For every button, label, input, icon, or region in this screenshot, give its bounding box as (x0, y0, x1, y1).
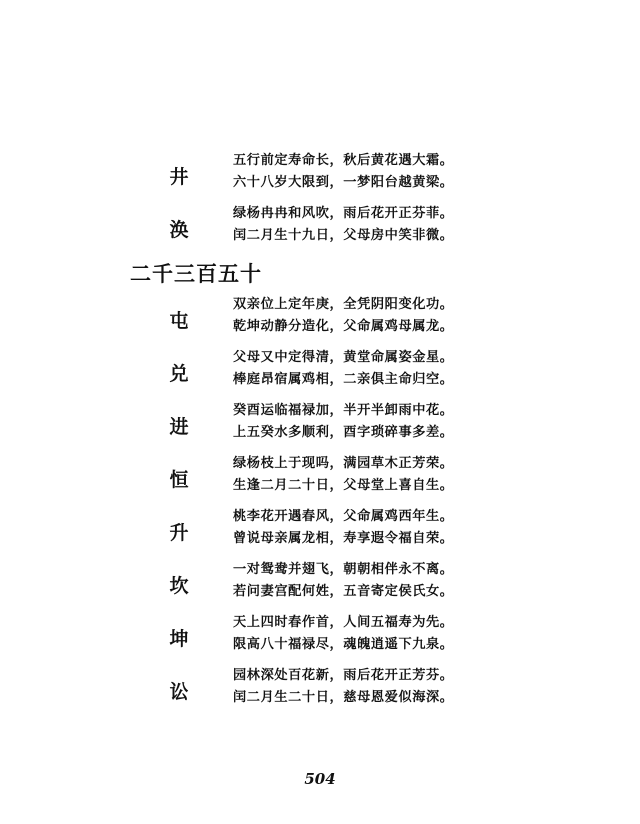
hexagram-name: 恒 (169, 469, 189, 491)
verse-entry (0, 612, 640, 662)
verse-line: 桃李花开遇春风，父命属鸡西年生。 (233, 509, 454, 524)
hexagram-name: 涣 (169, 219, 189, 241)
hexagram-name: 屯 (169, 310, 189, 332)
verse-line: 一对鸳鸯并翅飞，朝朝相伴永不离。 (233, 562, 454, 577)
verse-entry (0, 400, 640, 450)
verse-line: 五行前定寿命长，秋后黄花遇大霜。 (233, 153, 454, 168)
verse-entry (0, 506, 640, 556)
verse-line: 限高八十福禄尽，魂魄逍遥下九泉。 (233, 637, 454, 652)
verse-line: 双亲位上定年庚，全凭阴阳变化功。 (233, 297, 454, 312)
page-number: 504 (304, 770, 336, 788)
verse-line: 癸酉运临福禄加，半开半卸雨中花。 (233, 403, 454, 418)
verse-entry (0, 559, 640, 609)
hexagram-name: 升 (169, 522, 189, 544)
verse-line: 若问妻宫配何姓，五音寄定侯氏女。 (233, 584, 454, 599)
verse-text (233, 347, 454, 391)
verse-line: 曾说母亲属龙相，寿享遐令福自荣。 (233, 531, 454, 546)
verse-text (233, 559, 454, 603)
verse-line: 生逢二月二十日，父母堂上喜自生。 (233, 478, 454, 493)
verse-text (233, 203, 454, 247)
verse-entry (0, 665, 640, 715)
verse-text (233, 400, 454, 444)
section-heading: 二千三百五十 (130, 261, 262, 286)
hexagram-name: 兑 (169, 363, 189, 385)
verse-entry (0, 453, 640, 503)
verse-entry (0, 347, 640, 397)
verse-text (233, 612, 454, 656)
verse-text (233, 294, 454, 338)
verse-line: 乾坤动静分造化，父命属鸡母属龙。 (233, 319, 454, 334)
hexagram-name: 坎 (169, 575, 189, 597)
verse-line: 绿杨枝上于现吗，满园草木正芳荣。 (233, 456, 454, 471)
hexagram-name: 井 (169, 166, 189, 188)
verse-text (233, 150, 454, 194)
verse-line: 父母又中定得清，黄堂命属姿金星。 (233, 350, 454, 365)
verse-text (233, 453, 454, 497)
verse-line: 六十八岁大限到，一梦阳台越黄梁。 (233, 175, 454, 190)
verse-line: 上五癸水多顺利，酉字琐碎事多差。 (233, 425, 454, 440)
verse-line: 闰二月生十九日，父母房中笑非微。 (233, 228, 454, 243)
verse-text (233, 506, 454, 550)
verse-line: 闰二月生二十日，慈母恩爱似海深。 (233, 690, 454, 705)
hexagram-name: 讼 (169, 681, 189, 703)
verse-line: 绿杨冉冉和风吹，雨后花开正芬菲。 (233, 206, 454, 221)
verse-line: 天上四时春作首，人间五福寿为先。 (233, 615, 454, 630)
verse-line: 棒庭昂宿属鸡相，二亲俱主命归空。 (233, 372, 454, 387)
verse-text (233, 665, 454, 709)
hexagram-name: 进 (169, 416, 189, 438)
verse-entry (0, 203, 640, 253)
verse-line: 园林深处百花新，雨后花开正芳芬。 (233, 668, 454, 683)
verse-entry (0, 150, 640, 200)
hexagram-name: 坤 (169, 628, 189, 650)
verse-entry (0, 294, 640, 344)
